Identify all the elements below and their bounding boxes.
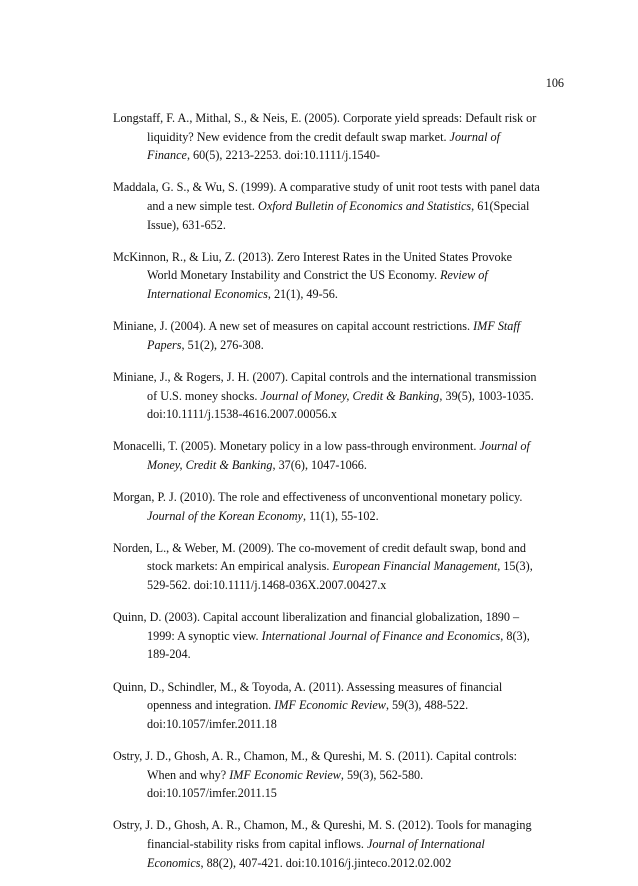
reference-entry (113, 178, 543, 234)
reference-text: Miniane, J., & Rogers, J. H. (2007). Capital controls and the international transmission of U.S. money shocks. (113, 369, 537, 403)
reference-entry (113, 437, 543, 474)
reference-entry (113, 368, 543, 424)
reference-text: Quinn, D. (2003). Capital account liberalization and financial globalization, 1890 – 1999: A synoptic view. (113, 610, 520, 643)
reference-list (113, 109, 543, 886)
reference-text: McKinnon, R., & Liu, Z. (2013). Zero Interest Rates in the United States Provoke World Monetary Instability and Constrict the US Economy. (113, 249, 513, 283)
reference-entry (113, 608, 543, 664)
reference-journal: International Journal of Finance and Economics (261, 628, 501, 643)
reference-text: Norden, L., & Weber, M. (2009). The co-movement of credit default swap, bond and stock markets: An empirical analysis. (113, 540, 527, 574)
reference-details: , 11(1), 55-102. (302, 508, 379, 523)
reference-journal: IMF Economic Review (229, 767, 341, 782)
reference-details: , 15(3), 529-562. doi:10.1111/j.1468-036X.2007.00427.x (147, 559, 533, 593)
reference-journal: IMF Economic Review (274, 698, 386, 713)
reference-text: Miniane, J. (2004). A new set of measures on capital account restrictions. (113, 319, 474, 334)
reference-text: Monacelli, T. (2005). Monetary policy in a low pass-through environment. (113, 439, 480, 454)
reference-details: , 37(6), 1047-1066. (272, 457, 367, 472)
reference-entry (113, 747, 543, 803)
reference-details: , 61(Special Issue), 631-652. (147, 198, 530, 232)
reference-details: , 59(3), 488-522. doi:10.1057/imfer.2011.18 (147, 698, 469, 731)
reference-text: Ostry, J. D., Ghosh, A. R., Chamon, M., & Qureshi, M. S. (2011). Capital controls: When and why? (113, 748, 517, 782)
reference-journal: European Financial Management (332, 559, 498, 574)
reference-journal: Review of International Economics (147, 268, 488, 301)
reference-journal: Journal of Money, Credit & Banking (260, 388, 440, 403)
reference-entry (113, 539, 543, 595)
reference-journal: Journal of International Economics (147, 836, 485, 870)
reference-details: , 60(5), 2213-2253. doi:10.1111/j.1540- (186, 148, 380, 163)
reference-entry (113, 816, 543, 872)
reference-details: , 51(2), 276-308. (181, 337, 264, 352)
reference-text: Longstaff, F. A., Mithal, S., & Neis, E. (2005). Corporate yield spreads: Default risk or liquidity? New evidence from the credit default swap market. (113, 111, 537, 144)
reference-details: , 39(5), 1003-1035. doi:10.1111/j.1538-4616.2007.00056.x (147, 388, 534, 422)
reference-details: , 88(2), 407-421. doi:10.1016/j.jinteco.2012.02.002 (200, 855, 452, 870)
reference-text: Maddala, G. S., & Wu, S. (1999). A comparative study of unit root tests with panel data and a new simple test. (113, 180, 540, 213)
reference-entry (113, 248, 543, 304)
reference-details: , 59(3), 562-580. doi:10.1057/imfer.2011.15 (147, 767, 424, 801)
reference-details: , 21(1), 49-56. (267, 286, 338, 301)
reference-text: Quinn, D., Schindler, M., & Toyoda, A. (2011). Assessing measures of financial openness and integration. (113, 679, 503, 713)
reference-journal: Oxford Bulletin of Economics and Statistics (258, 198, 472, 213)
reference-journal: IMF Staff Papers (147, 319, 521, 352)
reference-journal: Journal of Finance (147, 129, 500, 163)
reference-journal: Journal of Money, Credit & Banking (147, 439, 530, 472)
reference-entry (113, 488, 543, 525)
reference-entry (113, 678, 543, 734)
reference-details: , 8(3), 189-204. (147, 628, 530, 662)
reference-text: Morgan, P. J. (2010). The role and effectiveness of unconventional monetary policy. (113, 490, 523, 505)
page-number: 106 (545, 76, 564, 90)
reference-entry (113, 109, 543, 165)
reference-entry (113, 317, 543, 354)
reference-journal: Journal of the Korean Economy (147, 508, 303, 523)
reference-text: Ostry, J. D., Ghosh, A. R., Chamon, M., & Qureshi, M. S. (2012). Tools for managing financial-stability risks from capital inflows. (113, 818, 532, 851)
